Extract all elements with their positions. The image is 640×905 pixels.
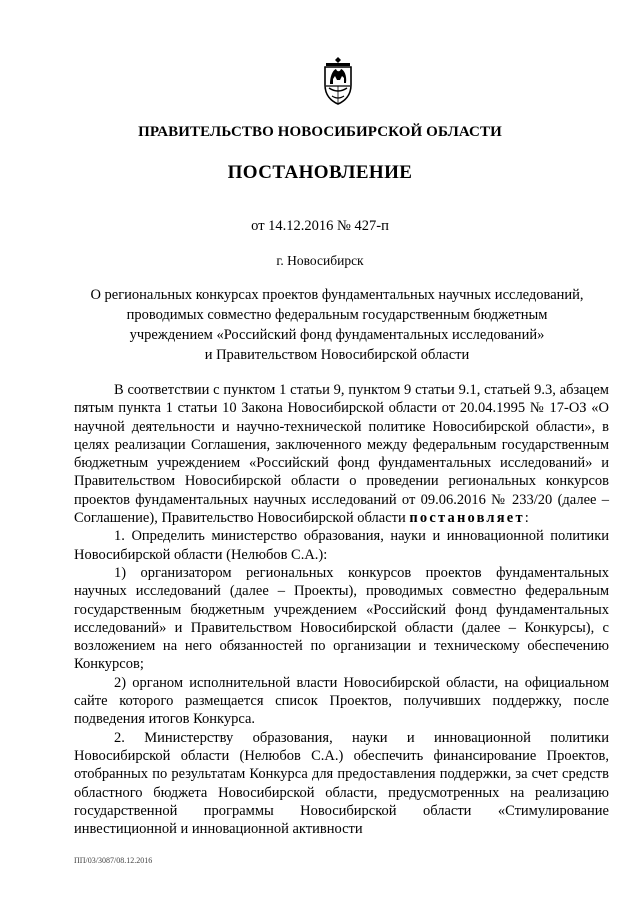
document-type-title: ПОСТАНОВЛЕНИЕ (227, 162, 413, 183)
item-paragraph: 2) органом исполнительной власти Новосибирской области, на официальном сайте которого размещается список Проектов, получивших поддержку, после подведения итогов Конкурса. (74, 674, 609, 728)
date-and-number: от 14.12.2016 № 427-п (251, 218, 389, 234)
document-body (74, 381, 609, 838)
subject-line: проводимых совместно федеральным государственным бюджетным (126, 307, 548, 323)
subject-line: и Правительством Новосибирской области (204, 347, 470, 363)
footer-doc-code: ПП/03/3087/08.12.2016 (74, 856, 153, 865)
coat-of-arms-icon (318, 56, 358, 106)
item-paragraph: 1) организатором региональных конкурсов проектов фундаментальных научных исследований (далее – Проекты), проводимых совместно федеральным государственным бюджетным учреждением «Российский фонд фундаментальных исследований» и Правительством Новосибирской области (далее – Конкурсы), с возложением на него обязанностей по организации и техническому обеспечению Конкурсов; (74, 564, 609, 673)
decree-word: постановляет (409, 510, 525, 527)
preamble-paragraph (74, 381, 609, 527)
subject-line: учреждением «Российский фонд фундаментальных исследований» (129, 327, 545, 343)
preamble-text: В соответствии с пунктом 1 статьи 9, пунктом 9 статьи 9.1, статьей 9.3, абзацем пятым пункта 1 статьи 10 Закона Новосибирской области от 20.04.1995 № 17-ОЗ «О научной деятельности и научно-технической политике Новосибирской области», в целях реализации Соглашения, заключенного между федеральным государственным бюджетным учреждением «Российский фонд фундаментальных исследований» и Правительством Новосибирской области о проведении региональных конкурсов проектов фундаментальных научных исследований от 09.06.2016 № 233/20 (далее – Соглашение), Правительство Новосибирской области (74, 382, 609, 527)
document-subject (70, 285, 604, 365)
decree-colon: : (524, 510, 529, 527)
item-paragraph: 2. Министерству образования, науки и инновационной политики Новосибирской области (Нелюбов С.А.) обеспечить финансирование Проектов, отобранных по результатам Конкурса для предоставления поддержки, за счет средств областного бюджета Новосибирской области, предусмотренных на реализацию государственной программы Новосибирской области «Стимулирование инвестиционной и инновационной активности (74, 729, 609, 838)
government-name: ПРАВИТЕЛЬСТВО НОВОСИБИРСКОЙ ОБЛАСТИ (138, 124, 502, 140)
city-name: г. Новосибирск (276, 253, 364, 268)
subject-line: О региональных конкурсах проектов фундаментальных научных исследований, (90, 287, 584, 303)
item-paragraph: 1. Определить министерство образования, науки и инновационной политики Новосибирской области (Нелюбов С.А.): (74, 528, 609, 563)
